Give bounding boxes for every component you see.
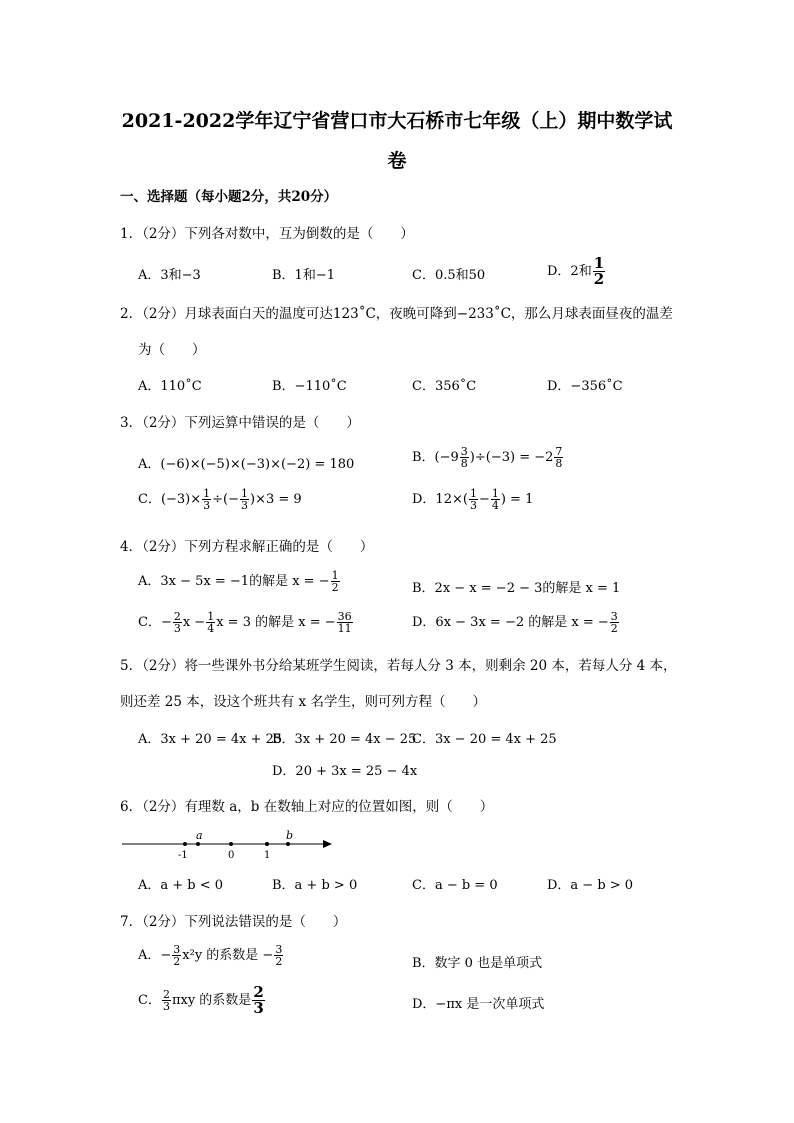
number-line-figure xyxy=(120,828,335,860)
q4-option-a: A．3x − 5x = −1的解是 x = − $\frac{1}{2}$ xyxy=(138,569,339,594)
fraction: $\frac{3}{8}$ xyxy=(460,445,468,470)
label-a: a xyxy=(196,829,203,842)
fraction: $\frac{1}{3}$ xyxy=(241,487,249,512)
question-4-stem: 4．（2分）下列方程求解正确的是（ ） xyxy=(120,539,374,555)
fraction: $\frac{1}{2}$ xyxy=(331,569,339,594)
fraction: $\frac{1}{3}$ xyxy=(469,487,477,512)
fraction: $\frac{2}{3}$ xyxy=(173,610,181,635)
fraction: $\frac{3}{2}$ xyxy=(610,610,618,635)
tick-label-zero: 0 xyxy=(228,850,235,860)
fraction: $\frac{3}{2}$ xyxy=(173,943,181,968)
page-title: 2021-2022学年辽宁省营口市大石桥市七年级（上）期中数学试 xyxy=(121,110,673,132)
fraction: $\frac{1}{3}$ xyxy=(203,487,211,512)
question-3-stem: 3．（2分）下列运算中错误的是（ ） xyxy=(120,415,360,431)
q6-option-b: B．a + b > 0 xyxy=(272,878,358,893)
q7-option-a: A．− $\frac{3}{2}$ x²y 的系数是 − $\frac{3}{2}$ xyxy=(138,943,283,968)
q2-option-c: C．356˚C xyxy=(412,379,477,394)
fraction: $\frac{36}{11}$ xyxy=(337,610,352,635)
q5-option-b: B．3x + 20 = 4x − 25 xyxy=(272,732,417,747)
tick-label-minus-one: -1 xyxy=(178,850,188,860)
question-5-stem-continued: 则还差 25 本，设这个班共有 x 名学生，则可列方程（ ） xyxy=(120,694,486,710)
question-7-stem: 7．（2分）下列说法错误的是（ ） xyxy=(120,914,347,930)
q3-option-b: B．(−9 $\frac{3}{8}$ )÷(−3) = −2 $\frac{7}{8}$ xyxy=(412,445,563,470)
q1-option-c: C．0.5和50 xyxy=(412,268,486,283)
label-b: b xyxy=(286,829,294,842)
question-2-stem: 2．（2分）月球表面白天的温度可达123˚C，夜晚可降到−233˚C，那么月球表面昼夜的温差 xyxy=(120,306,673,322)
number-line-arrow xyxy=(323,840,332,848)
q3-option-d: D．12×( $\frac{1}{3}$ − $\frac{1}{4}$ ) = 1 xyxy=(412,487,534,512)
fraction: $\frac{1}{4}$ xyxy=(207,610,215,635)
q6-option-d: D．a − b > 0 xyxy=(547,878,634,893)
tick-minus-one-point xyxy=(183,842,187,846)
q7-option-c: C． $\frac{2}{3}$ πxy 的系数是 $\frac{2}{3}$ xyxy=(138,983,264,1017)
q2-option-a: A．110˚C xyxy=(138,379,202,394)
fraction: $\frac{2}{3}$ xyxy=(162,988,170,1013)
q1-option-b: B．1和−1 xyxy=(272,268,335,283)
q1-option-d-text: D．2和 xyxy=(547,264,592,279)
tick-one-point xyxy=(265,842,269,846)
fraction: $\frac{3}{2}$ xyxy=(275,943,283,968)
tick-label-one: 1 xyxy=(264,850,271,860)
question-6-stem: 6．（2分）有理数 a，b 在数轴上对应的位置如图，则（ ） xyxy=(120,799,494,815)
q7-option-b: B．数字 0 也是单项式 xyxy=(412,956,543,971)
q5-option-d: D．20 + 3x = 25 − 4x xyxy=(272,764,418,779)
q6-option-a: A．a + b < 0 xyxy=(138,878,224,893)
q5-option-c: C．3x − 20 = 4x + 25 xyxy=(412,732,557,747)
q4-option-c: C．− $\frac{2}{3}$ x − $\frac{1}{4}$ x = 3 的解是 x = − $\frac{36}{11}$ xyxy=(138,610,352,635)
page-title-continued: 卷 xyxy=(387,150,407,172)
q3-option-c: C．(−3)× $\frac{1}{3}$ ÷(− $\frac{1}{3}$ )×3 = 9 xyxy=(138,487,302,512)
q1-option-a: A．3和−3 xyxy=(138,268,201,283)
q4-option-d: D．6x − 3x = −2 的解是 x = − $\frac{3}{2}$ xyxy=(412,610,618,635)
q2-option-b: B．−110˚C xyxy=(272,379,347,394)
q4-option-b: B．2x − x = −2 − 3的解是 x = 1 xyxy=(412,581,621,596)
fraction: $\frac{2}{3}$ xyxy=(253,983,264,1017)
fraction: $\frac{1}{4}$ xyxy=(491,487,499,512)
fraction: $\frac{7}{8}$ xyxy=(555,445,563,470)
q3-option-a: A．(−6)×(−5)×(−3)×(−2) = 180 xyxy=(138,457,355,472)
tick-zero-point xyxy=(229,842,233,846)
section-heading: 一、选择题（每小题2分，共20分） xyxy=(120,189,338,205)
question-5-stem: 5．（2分）将一些课外书分给某班学生阅读，若每人分 3 本，则剩余 20 本，若每人分 4 本， xyxy=(120,658,677,674)
question-1-stem: 1．（2分）下列各对数中，互为倒数的是（ ） xyxy=(120,226,414,242)
point-b xyxy=(286,842,290,846)
question-2-stem-continued: 为（ ） xyxy=(138,342,206,358)
q6-option-c: C．a − b = 0 xyxy=(412,878,498,893)
fraction: $\frac{1}{2}$ xyxy=(593,254,605,288)
q2-option-d: D．−356˚C xyxy=(547,379,623,394)
q1-option-d xyxy=(547,256,606,287)
point-a xyxy=(196,842,200,846)
q7-option-d: D．−πx 是一次单项式 xyxy=(412,997,545,1012)
q5-option-a: A．3x + 20 = 4x + 25 xyxy=(138,732,283,747)
